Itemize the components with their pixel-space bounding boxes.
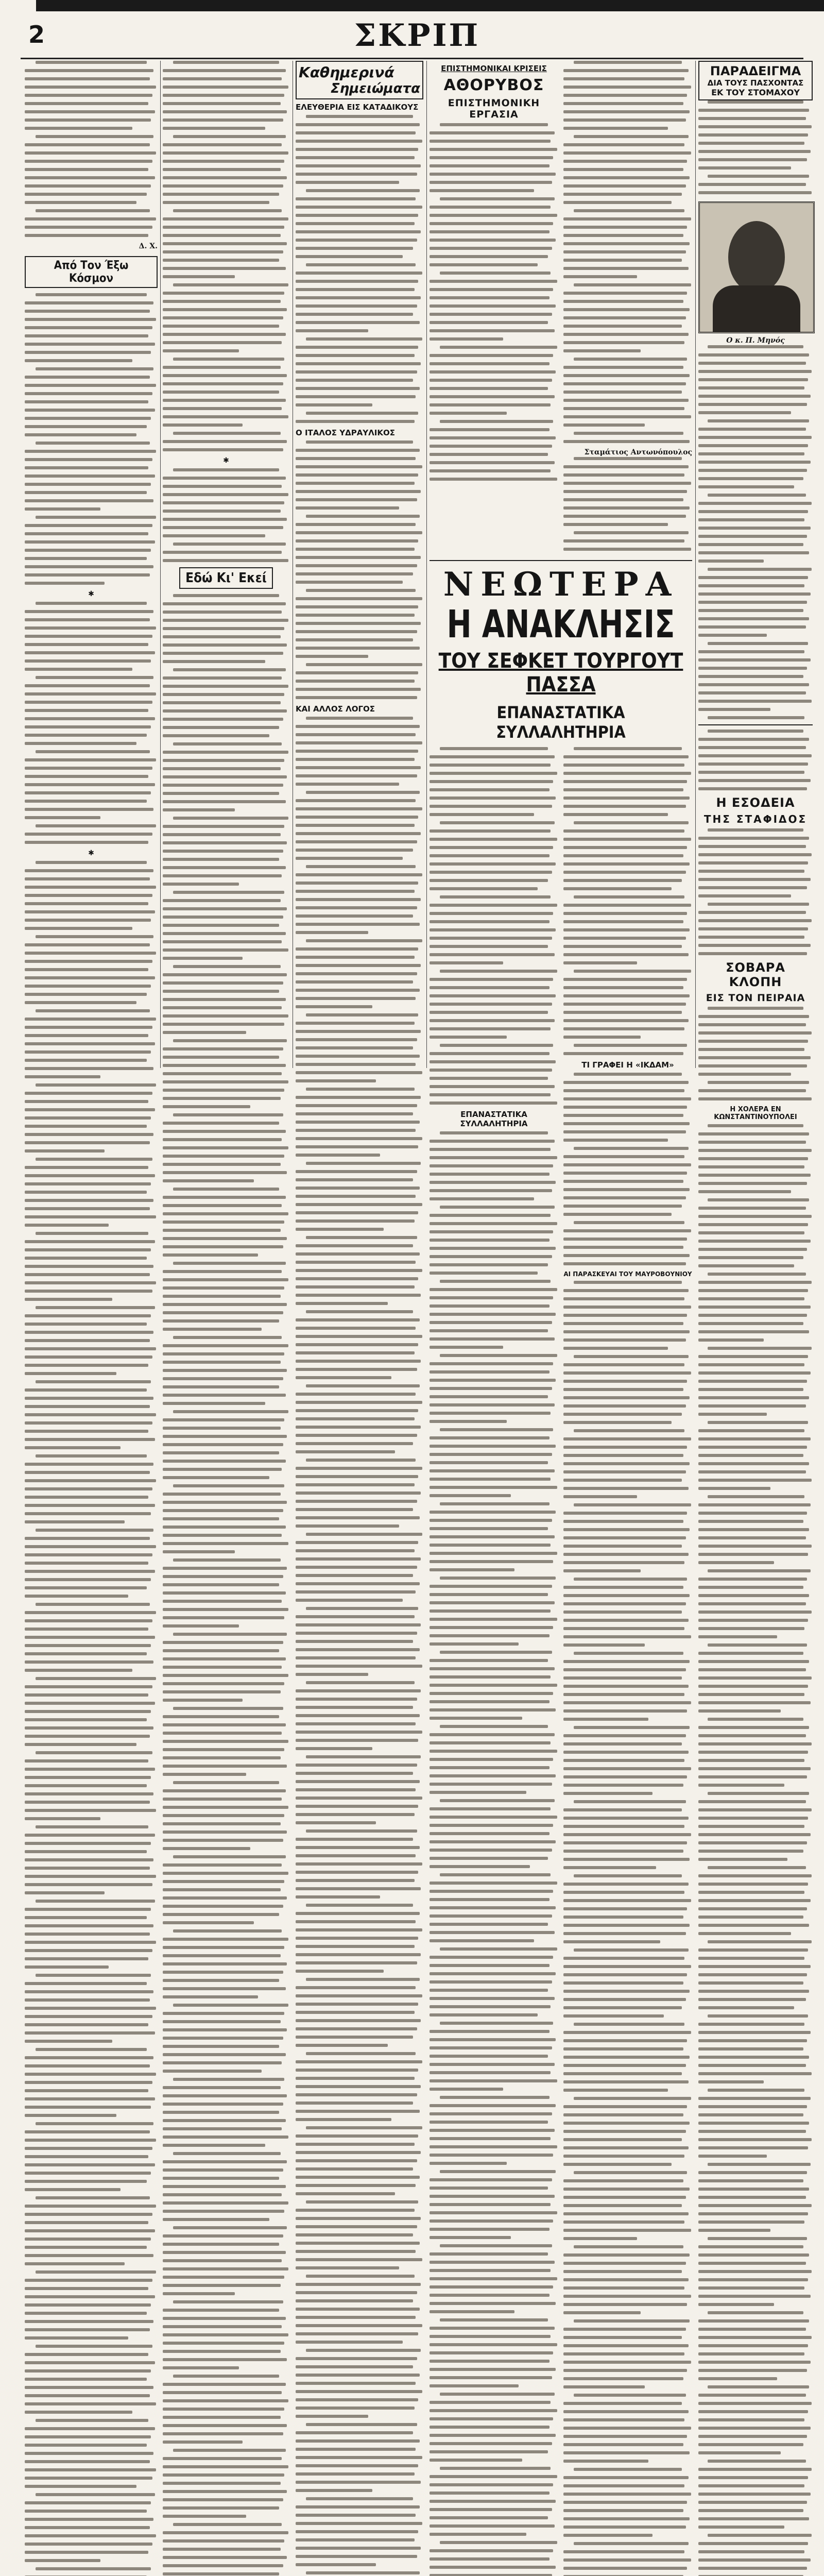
box-subtitle: Σημειώματα (330, 81, 420, 96)
article-title: ΕΠΙΣΤΗΜΟΝΙΚΗ ΕΡΓΑΣΙΑ (448, 97, 540, 120)
banner-subtitle: ΕΠΑΝΑΣΤΑΤΙΚΑ ΣΥΛΛΑΛΗΤΗΡΙΑ (496, 703, 626, 742)
subheading: ΤΙ ΓΡΑΦΕΙ Η «ΙΚΔΑΜ» (581, 1060, 674, 1070)
article-text (698, 730, 813, 790)
article-text (296, 717, 423, 2576)
top-black-bar (36, 0, 824, 11)
article-text (563, 1281, 692, 2576)
article-text (25, 293, 158, 585)
section-heading: ΤΗΣ ΣΤΑΦΙΔΟΣ (703, 813, 808, 825)
subheading: ΚΑΙ ΑΛΛΟΣ ΛΟΓΟΣ (296, 704, 375, 714)
article-text (296, 440, 423, 699)
masthead: ΣΚΡΙΠ (354, 18, 480, 54)
article-text (163, 594, 289, 2576)
article-text (698, 1124, 813, 2576)
article-text (698, 1007, 813, 1100)
columns-4-5 (430, 61, 692, 1278)
signature: Σταμάτιος Αντωνόπουλος (584, 448, 692, 456)
kicker: ΕΠΙΣΤΗΜΟΝΙΚΑΙ ΚΡΙΣΕΙΣ (441, 64, 547, 73)
section-heading: Εδώ Κι' Εκεί (179, 567, 273, 589)
article-title: ΔΙΑ ΤΟΥΣ ΠΑΣΧΟΝΤΑΣ (707, 78, 804, 88)
subheading: Ο ΙΤΑΛΟΣ ΥΔΡΑΥΛΙΚΟΣ (296, 428, 395, 437)
column-1: Δ. Χ. Από Τον Έξω Κόσμον ✱ ✱ (25, 61, 158, 1068)
article-text (698, 100, 813, 194)
masthead-rule (21, 58, 803, 59)
portrait-image (698, 201, 815, 333)
section-heading: Από Τον Έξω Κόσμον (25, 256, 158, 288)
article-text (563, 1073, 692, 1265)
article-title: ΠΑΡΑΔΕΙΓΜΑ (710, 64, 801, 78)
article-text (25, 61, 158, 237)
banner: ΝΕΩΤΕΡΑ (443, 565, 679, 604)
article-text (163, 61, 289, 451)
article-title: ΕΚ ΤΟΥ ΣΤΟΜΑΧΟΥ (711, 88, 800, 97)
article-text (25, 602, 158, 844)
section-heading: ΣΟΒΑΡΑ ΚΛΟΠΗ (726, 960, 785, 989)
section-heading: Η ΧΟΛΕΡΑ ΕΝ ΚΩΝΣΤΑΝΤΙΝΟΥΠΟΛΕΙ (714, 1106, 797, 1121)
article-text (563, 457, 692, 551)
article-text (698, 345, 813, 719)
article-text (25, 861, 158, 2576)
article-text (163, 468, 289, 562)
subheading: ΕΠΑΝΑΣΤΑΤΙΚΑ ΣΥΛΛΑΛΗΤΗΡΙΑ (460, 1110, 528, 1128)
banner-title: Η ΑΝΑΚΛΗΣΙΣ (447, 603, 675, 647)
article-text (563, 747, 692, 1055)
article-title: ΑΘΟΡΥΒΟΣ (443, 76, 544, 94)
column-divider (160, 61, 161, 1068)
signature: Δ. Χ. (139, 242, 158, 250)
column-divider (426, 61, 427, 1068)
article-text (698, 828, 813, 955)
portrait-caption: Ο κ. Π. Μηνός (726, 336, 785, 345)
column-2: ✱ Εδώ Κι' Εκεί (163, 61, 289, 1068)
article-text (430, 1131, 558, 2576)
column-divider (695, 61, 696, 1068)
article-text (430, 123, 558, 481)
article-text (430, 747, 558, 1105)
section-heading: Η ΕΣΟΔΕΙΑ (716, 795, 795, 810)
section-heading: ΕΙΣ ΤΟΝ ΠΕΙΡΑΙΑ (706, 992, 805, 1004)
page-number: 2 (28, 21, 45, 48)
article-text (563, 61, 692, 443)
banner-subtitle: ΤΟΥ ΣΕΦΚΕΤ ΤΟΥΡΓΟΥΤ ΠΑΣΣΑ (438, 649, 683, 697)
box-title: Καθημερινά (299, 64, 394, 81)
article-text (296, 115, 423, 423)
subheading: ΑΙ ΠΑΡΑΣΚΕΥΑΙ ΤΟΥ ΜΑΥΡΟΒΟΥΝΙΟΥ (563, 1270, 692, 1278)
column-3 (296, 61, 423, 1068)
column-6 (698, 61, 813, 1121)
subheading: ΕΛΕΥΘΕΡΙΑ ΕΙΣ ΚΑΤΑΔΙΚΟΥΣ (296, 103, 419, 112)
